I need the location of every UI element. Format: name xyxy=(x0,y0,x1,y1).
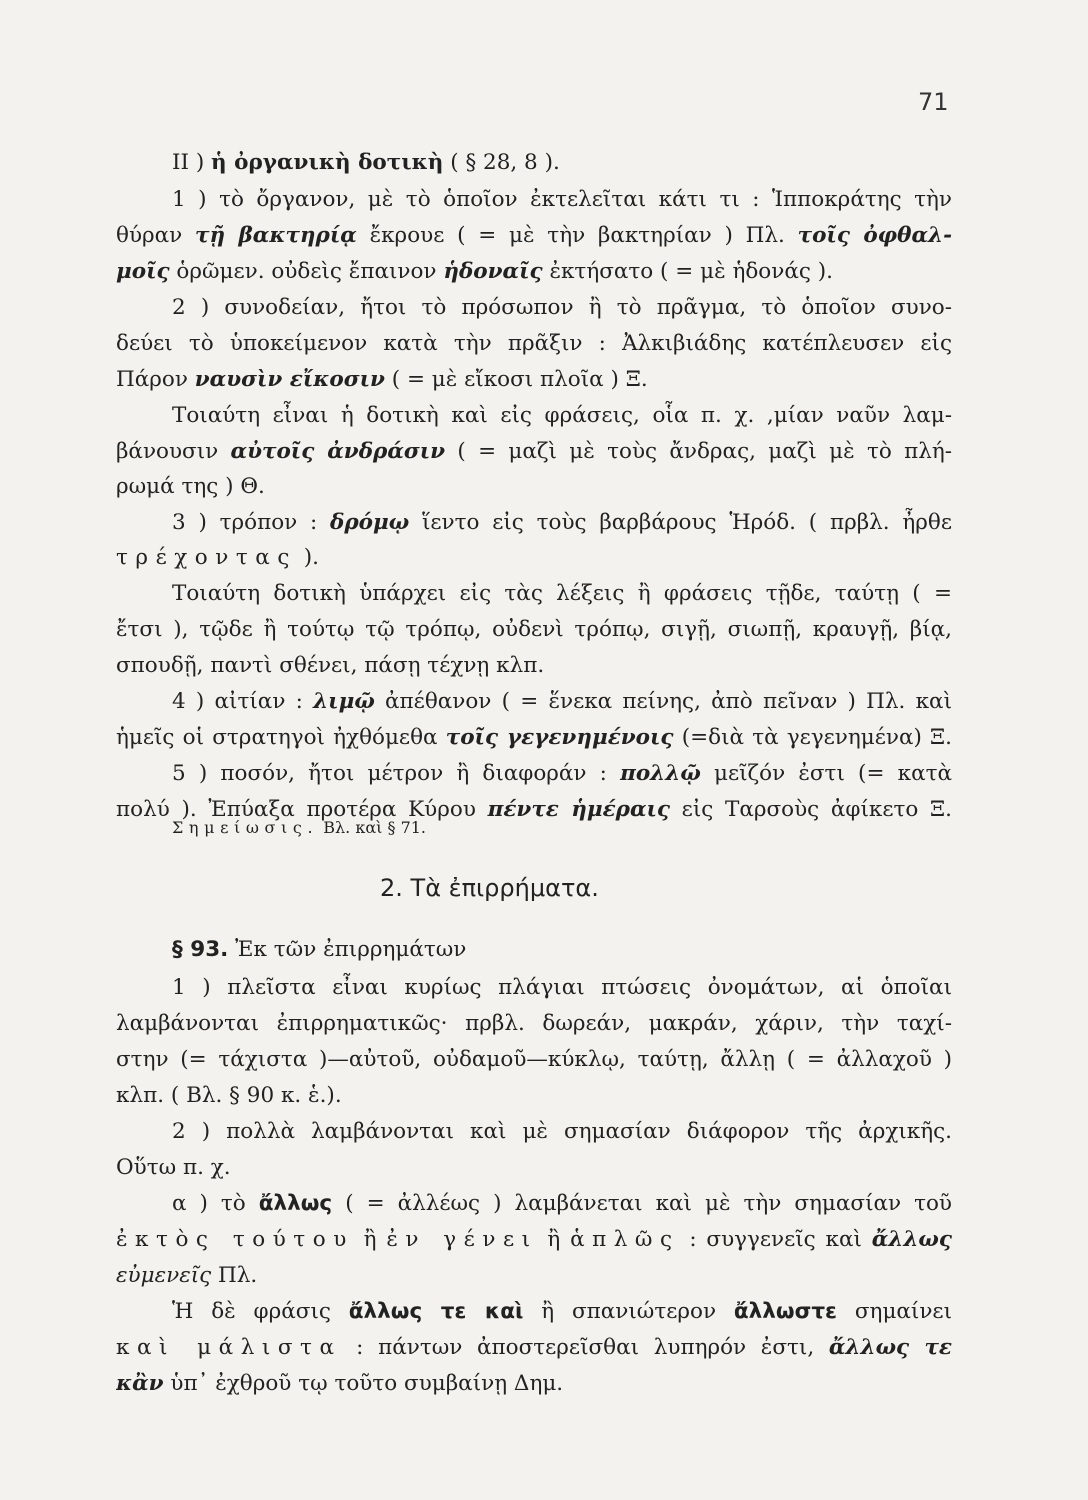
text-segment: α ) τὸ xyxy=(172,1191,259,1216)
text-segment: εὐμενεῖς xyxy=(116,1263,212,1288)
text-segment: ἡ ὀργανικὴ δοτικὴ xyxy=(211,150,444,175)
text-segment: κἂν xyxy=(116,1371,164,1396)
text-segment: 5 ) ποσόν, ἤτοι μέτρον ἢ διαφοράν : xyxy=(172,761,621,786)
text-segment: ἐν γένει xyxy=(386,1227,538,1252)
text-segment: Οὕτω π. χ. xyxy=(116,1155,231,1180)
text-line xyxy=(116,257,952,287)
text-segment: ἢ xyxy=(353,1227,387,1252)
text-segment: : πάντων ἀποστερεῖσθαι λυπηρόν ἐστι, xyxy=(341,1335,829,1360)
text-segment: ἐκτήσατο ( = μὲ ἡδονάς ). xyxy=(542,259,833,284)
text-segment: ἔτσι ), τῷδε ἢ τούτῳ τῷ τρόπῳ, οὐδενὶ τρόπῳ, σιγῇ, σιωπῇ, κραυγῇ, βίᾳ, xyxy=(116,617,952,642)
text-line xyxy=(172,508,952,538)
text-segment: μοῖς xyxy=(116,259,170,284)
text-segment: στην (= τάχιστα )—αὐτοῦ, οὐδαμοῦ—κύκλῳ, ταύτῃ, ἄλλῃ ( = ἀλλαχοῦ ) xyxy=(116,1047,952,1072)
text-segment: ἁπλῶς xyxy=(570,1227,680,1252)
text-segment: ὑπ᾽ ἐχθροῦ τῳ τοῦτο συμβαίνῃ Δημ. xyxy=(163,1371,564,1396)
text-line xyxy=(116,723,952,753)
text-segment: ρωμά της ) Θ. xyxy=(116,474,265,499)
text-segment: πολύ ). Ἐπύαξα προτέρα Κύρου xyxy=(116,797,488,822)
text-segment: θύραν xyxy=(116,223,196,248)
text-segment: § 93. xyxy=(172,937,229,962)
text-segment: 2 ) συνοδείαν, ἤτοι τὸ πρόσωπον ἢ τὸ πρᾶγμα, τὸ ὁποῖον συνο- xyxy=(172,295,952,320)
text-segment: πολλῷ xyxy=(620,761,701,786)
text-segment: τοῖς ὀφθαλ- xyxy=(797,223,952,248)
text-segment: βάνουσιν xyxy=(116,439,231,464)
text-line xyxy=(116,1333,952,1363)
text-segment: 1 ) τὸ ὄργανον, μὲ τὸ ὁποῖον ἐκτελεῖται κάτι τι : Ἱπποκράτης τὴν xyxy=(172,187,952,212)
text-line xyxy=(172,1117,952,1147)
text-segment: ). xyxy=(296,545,319,570)
text-line xyxy=(116,1369,952,1399)
text-line xyxy=(116,1081,952,1111)
text-segment: Ἐκ τῶν ἐπιρρημάτων xyxy=(228,937,467,962)
text-line xyxy=(116,615,952,645)
text-segment: αὐτοῖς ἀνδράσιν xyxy=(230,439,446,464)
text-segment: κλπ. ( Βλ. § 90 κ. ἑ.). xyxy=(116,1083,342,1108)
text-segment: σπουδῇ, παντὶ σθένει, πάσῃ τέχνῃ κλπ. xyxy=(116,653,545,678)
section-heading: 2. Τὰ ἐπιρρήματα. xyxy=(380,874,599,902)
text-segment: ἄλλωστε xyxy=(733,1299,838,1324)
text-line xyxy=(172,185,952,215)
text-line xyxy=(116,221,952,251)
text-line xyxy=(116,543,952,573)
text-line xyxy=(172,812,952,842)
text-line xyxy=(116,1153,952,1183)
text-line xyxy=(116,1261,952,1291)
text-segment: ( § 28, 8 ). xyxy=(443,150,560,175)
text-line xyxy=(116,1225,952,1255)
text-line xyxy=(172,1189,952,1219)
text-segment: ἔκρουε ( = μὲ τὴν βακτηρίαν ) Πλ. xyxy=(356,223,798,248)
text-segment: ἀπέθανον ( = ἕνεκα πείνης, ἀπὸ πεῖναν ) Πλ. καὶ xyxy=(374,689,952,714)
text-segment: Τοιαύτη δοτικὴ ὑπάρχει εἰς τὰς λέξεις ἢ φράσεις τῇδε, ταύτῃ ( = xyxy=(172,581,952,606)
text-line xyxy=(172,1297,952,1327)
text-segment: Ἡ δὲ φράσις xyxy=(172,1299,349,1324)
text-segment: Τοιαύτη εἶναι ἡ δοτικὴ καὶ εἰς φράσεις, οἷα π. χ. ,μίαν ναῦν λαμ- xyxy=(172,403,952,428)
text-segment: ἡδοναῖς xyxy=(443,259,543,284)
text-segment: τρέχοντας xyxy=(116,545,297,570)
text-segment: ΙΙ ) xyxy=(172,150,212,175)
text-segment: σημαίνει xyxy=(837,1299,952,1324)
text-segment: λιμῷ xyxy=(313,689,375,714)
text-line xyxy=(172,401,952,431)
text-line xyxy=(172,293,952,323)
text-segment: ἄλλως τε xyxy=(828,1335,952,1360)
text-line xyxy=(172,148,952,178)
text-segment: ναυσὶν εἴκοσιν xyxy=(194,367,385,392)
text-segment: μεῖζόν ἐστι (= κατὰ xyxy=(700,761,952,786)
text-segment: ἢ σπανιώτερον xyxy=(523,1299,734,1324)
text-segment: ἐκτὸς τούτου xyxy=(116,1227,354,1252)
text-line xyxy=(116,329,952,359)
text-segment: δρόμῳ xyxy=(330,510,410,535)
text-segment: πέντε ἡμέραις xyxy=(487,797,670,822)
text-segment: 4 ) αἰτίαν : xyxy=(172,689,314,714)
text-segment: ἡμεῖς οἱ στρατηγοὶ ἠχθόμεθα xyxy=(116,725,446,750)
text-segment: ἵεντο εἰς τοὺς βαρβάρους Ἡρόδ. ( πρβλ. ἦρθε xyxy=(409,510,952,535)
text-segment: ( = μὲ εἴκοσι πλοῖα ) Ξ. xyxy=(384,367,648,392)
text-line xyxy=(116,1009,952,1039)
text-segment: ὁρῶμεν. οὐδεὶς ἔπαινον xyxy=(169,259,444,284)
text-segment: ἄλλως xyxy=(258,1191,333,1216)
text-segment: (=διὰ τὰ γεγενημένα) Ξ. xyxy=(673,725,952,750)
text-segment: εἰς Ταρσοὺς ἀφίκετο Ξ. xyxy=(669,797,952,822)
text-segment: ( = ἀλλέως ) λαμβάνεται καὶ μὲ τὴν σημασίαν τοῦ xyxy=(332,1191,952,1216)
text-segment: Βλ. καὶ § 71. xyxy=(318,818,427,837)
text-segment: 3 ) τρόπον : xyxy=(172,510,331,535)
text-segment: καὶ μάλιστα xyxy=(116,1335,342,1360)
text-segment: τῇ βακτηρίᾳ xyxy=(195,223,357,248)
page-number: 71 xyxy=(918,88,949,116)
text-segment: Σημείωσις. xyxy=(172,818,319,837)
text-segment: : συγγενεῖς καὶ xyxy=(679,1227,872,1252)
text-line xyxy=(116,365,952,395)
text-line xyxy=(172,579,952,609)
text-segment: ἢ xyxy=(537,1227,571,1252)
text-segment: 2 ) πολλὰ λαμβάνονται καὶ μὲ σημασίαν διάφορον τῆς ἀρχικῆς. xyxy=(172,1119,952,1144)
text-line xyxy=(172,935,952,965)
text-segment: ( = μαζὶ μὲ τοὺς ἄνδρας, μαζὶ μὲ τὸ πλή- xyxy=(445,439,952,464)
text-segment: Πλ. xyxy=(211,1263,258,1288)
text-line xyxy=(172,687,952,717)
text-segment: λαμβάνονται ἐπιρρηματικῶς· πρβλ. δωρεάν, μακράν, χάριν, τὴν ταχί- xyxy=(116,1011,952,1036)
text-segment: 1 ) πλεῖστα εἶναι κυρίως πλάγιαι πτώσεις ὀνομάτων, αἱ ὁποῖαι xyxy=(172,975,952,1000)
text-segment: δεύει τὸ ὑποκείμενον κατὰ τὴν πρᾶξιν : Ἀλκιβιάδης κατέπλευσεν εἰς xyxy=(116,331,952,356)
text-line xyxy=(116,472,952,502)
text-segment: τοῖς γεγενημένοις xyxy=(445,725,674,750)
text-segment: Πάρον xyxy=(116,367,195,392)
text-line xyxy=(116,1045,952,1075)
text-line xyxy=(116,437,952,467)
text-segment: ἄλλως τε καὶ xyxy=(348,1299,524,1324)
text-segment: ἄλλως xyxy=(871,1227,952,1252)
text-line xyxy=(172,759,952,789)
text-line xyxy=(116,651,952,681)
text-line xyxy=(172,973,952,1003)
